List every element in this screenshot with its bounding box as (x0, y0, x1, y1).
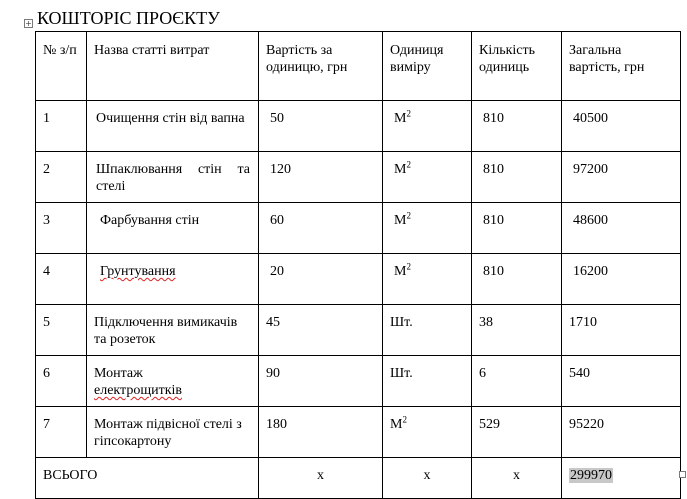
cell-name[interactable]: Очищення стін від вапна (87, 101, 259, 152)
cell-unit-cost[interactable]: 20 (259, 254, 383, 305)
table-total-row (36, 458, 681, 499)
unit-text: М (394, 111, 407, 126)
total-label[interactable]: ВСЬОГО (36, 458, 259, 499)
unit-text: М (394, 264, 407, 279)
total-unit-cost[interactable]: х (259, 458, 383, 499)
cell-unit[interactable] (383, 356, 472, 407)
spellcheck-word: Грунтування (100, 264, 176, 279)
cell-name[interactable]: Шпаклювання стін та стелі (87, 152, 259, 203)
cell-unit-cost[interactable]: 50 (259, 101, 383, 152)
total-sum-highlighted: 299970 (570, 468, 612, 483)
unit-superscript: 2 (406, 261, 411, 272)
cell-qty[interactable]: 38 (472, 305, 562, 356)
cell-name[interactable] (87, 356, 259, 407)
cell-qty[interactable]: 529 (472, 407, 562, 458)
table-resize-handle-icon[interactable] (679, 471, 686, 478)
table-row (36, 203, 681, 254)
cell-total[interactable]: 1710 (562, 305, 681, 356)
unit-superscript: 2 (402, 414, 407, 425)
cell-total[interactable]: 95220 (562, 407, 681, 458)
cell-qty[interactable]: 810 (472, 152, 562, 203)
cell-total[interactable]: 97200 (562, 152, 681, 203)
cell-name[interactable]: Фарбування стін (87, 203, 259, 254)
cell-unit[interactable] (383, 152, 472, 203)
cell-name[interactable]: Підключення вимикачів та розеток (87, 305, 259, 356)
cell-unit[interactable] (383, 101, 472, 152)
unit-text: Шт. (390, 366, 413, 381)
cell-num[interactable]: 5 (36, 305, 87, 356)
total-qty[interactable]: х (472, 458, 562, 499)
unit-text: М (390, 417, 403, 432)
unit-superscript: 2 (406, 159, 411, 170)
cell-unit[interactable] (383, 407, 472, 458)
budget-table (35, 31, 681, 499)
table-row (36, 305, 681, 356)
table-row (36, 407, 681, 458)
cell-num[interactable]: 1 (36, 101, 87, 152)
header-unit-cost[interactable]: Вартість за одиницю, грн (259, 32, 383, 101)
header-num[interactable]: № з/п (36, 32, 87, 101)
unit-superscript: 2 (406, 210, 411, 221)
cell-name[interactable] (87, 254, 259, 305)
cell-total[interactable]: 540 (562, 356, 681, 407)
header-total[interactable]: Загальна вартість, грн (562, 32, 681, 101)
cell-qty[interactable]: 810 (472, 203, 562, 254)
unit-text: Шт. (390, 315, 413, 330)
unit-superscript: 2 (406, 108, 411, 119)
cell-unit-cost[interactable]: 120 (259, 152, 383, 203)
cell-unit[interactable] (383, 203, 472, 254)
cell-unit-cost[interactable]: 45 (259, 305, 383, 356)
cell-num[interactable]: 6 (36, 356, 87, 407)
header-name[interactable]: Назва статті витрат (87, 32, 259, 101)
header-unit[interactable]: Одиниця виміру (383, 32, 472, 101)
header-qty[interactable]: Кількість одиниць (472, 32, 562, 101)
cell-unit-cost[interactable]: 180 (259, 407, 383, 458)
cell-total[interactable]: 48600 (562, 203, 681, 254)
table-row (36, 254, 681, 305)
cell-unit-cost[interactable]: 90 (259, 356, 383, 407)
table-header-row (36, 32, 681, 101)
cell-qty[interactable]: 810 (472, 101, 562, 152)
table-move-handle-icon[interactable]: + (25, 19, 32, 28)
total-unit[interactable]: х (383, 458, 472, 499)
cell-name[interactable]: Монтаж підвісної стелі з гіпсокартону (87, 407, 259, 458)
table-row (36, 152, 681, 203)
cell-unit[interactable] (383, 305, 472, 356)
unit-text: М (394, 213, 407, 228)
cell-total[interactable]: 16200 (562, 254, 681, 305)
cell-name-line: Монтаж (94, 366, 143, 381)
cell-num[interactable]: 4 (36, 254, 87, 305)
table-row (36, 101, 681, 152)
spellcheck-word: електрощитків (94, 383, 183, 398)
cell-unit-cost[interactable]: 60 (259, 203, 383, 254)
unit-text: М (394, 162, 407, 177)
total-sum-cell[interactable] (562, 458, 681, 499)
cell-num[interactable]: 3 (36, 203, 87, 254)
cell-num[interactable]: 2 (36, 152, 87, 203)
cell-unit[interactable] (383, 254, 472, 305)
document-title: КОШТОРІС ПРОЄКТУ (37, 8, 220, 28)
cell-qty[interactable]: 810 (472, 254, 562, 305)
cell-qty[interactable]: 6 (472, 356, 562, 407)
cell-total[interactable]: 40500 (562, 101, 681, 152)
table-row (36, 356, 681, 407)
cell-num[interactable]: 7 (36, 407, 87, 458)
